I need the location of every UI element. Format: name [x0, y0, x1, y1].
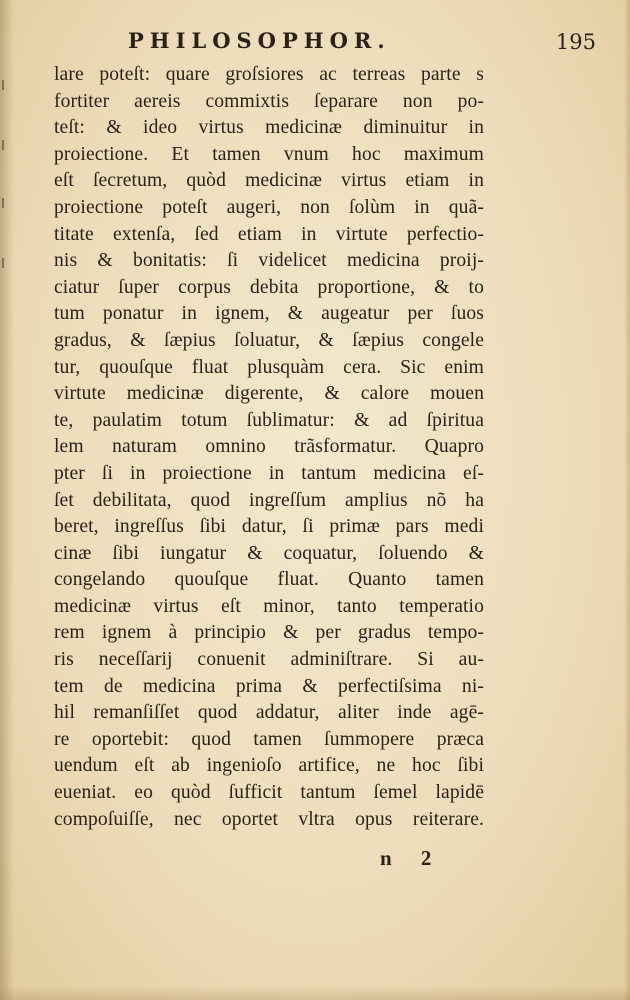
- text-line: congelando quouſque fluat. Quanto tamen: [54, 569, 484, 591]
- page-right-edge: [624, 0, 630, 1000]
- text-line: beret, ingreſſus ſibi datur, ſi primæ pars medi: [54, 516, 484, 538]
- text-line: rem ignem à principio & per gradus tempo-: [54, 622, 484, 644]
- text-line: proiectione poteſt augeri, non ſolùm in quã-: [54, 196, 484, 218]
- text-line: titate extenſa, ſed etiam in virtute perfectio-: [54, 223, 484, 245]
- running-head: [128, 28, 608, 60]
- text-line: virtute medicinæ digerente, & calore mouen: [54, 383, 484, 405]
- text-line: compoſuiſſe, nec oportet vltra opus reiterare.: [54, 808, 484, 830]
- text-line: eueniat. eo quòd ſufficit tantum ſemel lapidē: [54, 782, 484, 804]
- text-line: eſt ſecretum, quòd medicinæ virtus etiam in: [54, 170, 484, 192]
- text-line: cinæ ſibi iungatur & coquatur, ſoluendo &: [54, 542, 484, 564]
- signature-mark: n 2: [380, 846, 444, 870]
- text-line: tum ponatur in ignem, & augeatur per ſuos: [54, 303, 484, 325]
- text-line: tem de medicina prima & perfectiſsima ni-: [54, 675, 484, 697]
- body-text: [54, 62, 484, 833]
- text-line: nis & bonitatis: ſi videlicet medicina proij-: [54, 250, 484, 272]
- text-line: teſt: & ideo virtus medicinæ diminuitur in: [54, 117, 484, 139]
- text-line: proiectione. Et tamen vnum hoc maximum: [54, 143, 484, 165]
- text-line: ciatur ſuper corpus debita proportione, & to: [54, 276, 484, 298]
- text-line: lare poteſt: quare groſsiores ac terreas parte s: [54, 64, 484, 85]
- text-line: ris neceſſarij conuenit adminiſtrare. Si au-: [54, 649, 484, 671]
- text-line: tur, quouſque fluat plusquàm cera. Sic enim: [54, 356, 484, 378]
- running-title: PHILOSOPHOR.: [128, 28, 391, 53]
- page-bottom-edge: [0, 986, 630, 1000]
- text-line: lem naturam omnino trãsformatur. Quapro: [54, 436, 484, 458]
- text-line: hil remanſiſſet quod addatur, aliter inde agē-: [54, 702, 484, 724]
- text-line: re oportebit: quod tamen ſummopere præca: [54, 728, 484, 750]
- text-line: ſet debilitata, quod ingreſſum amplius nõ ha: [54, 489, 484, 511]
- text-line: fortiter aereis commixtis ſeparare non po-: [54, 90, 484, 112]
- text-line: medicinæ virtus eſt minor, tanto temperatio: [54, 595, 484, 617]
- page-number: 195: [555, 30, 596, 54]
- text-line: pter ſi in proiectione in tantum medicina eſ-: [54, 462, 484, 484]
- text-line: gradus, & ſæpius ſoluatur, & ſæpius congele: [54, 329, 484, 351]
- text-line: uendum eſt ab ingenioſo artifice, ne hoc ſibi: [54, 755, 484, 777]
- gutter-marks: [2, 80, 8, 280]
- text-line: te, paulatim totum ſublimatur: & ad ſpiritua: [54, 409, 484, 431]
